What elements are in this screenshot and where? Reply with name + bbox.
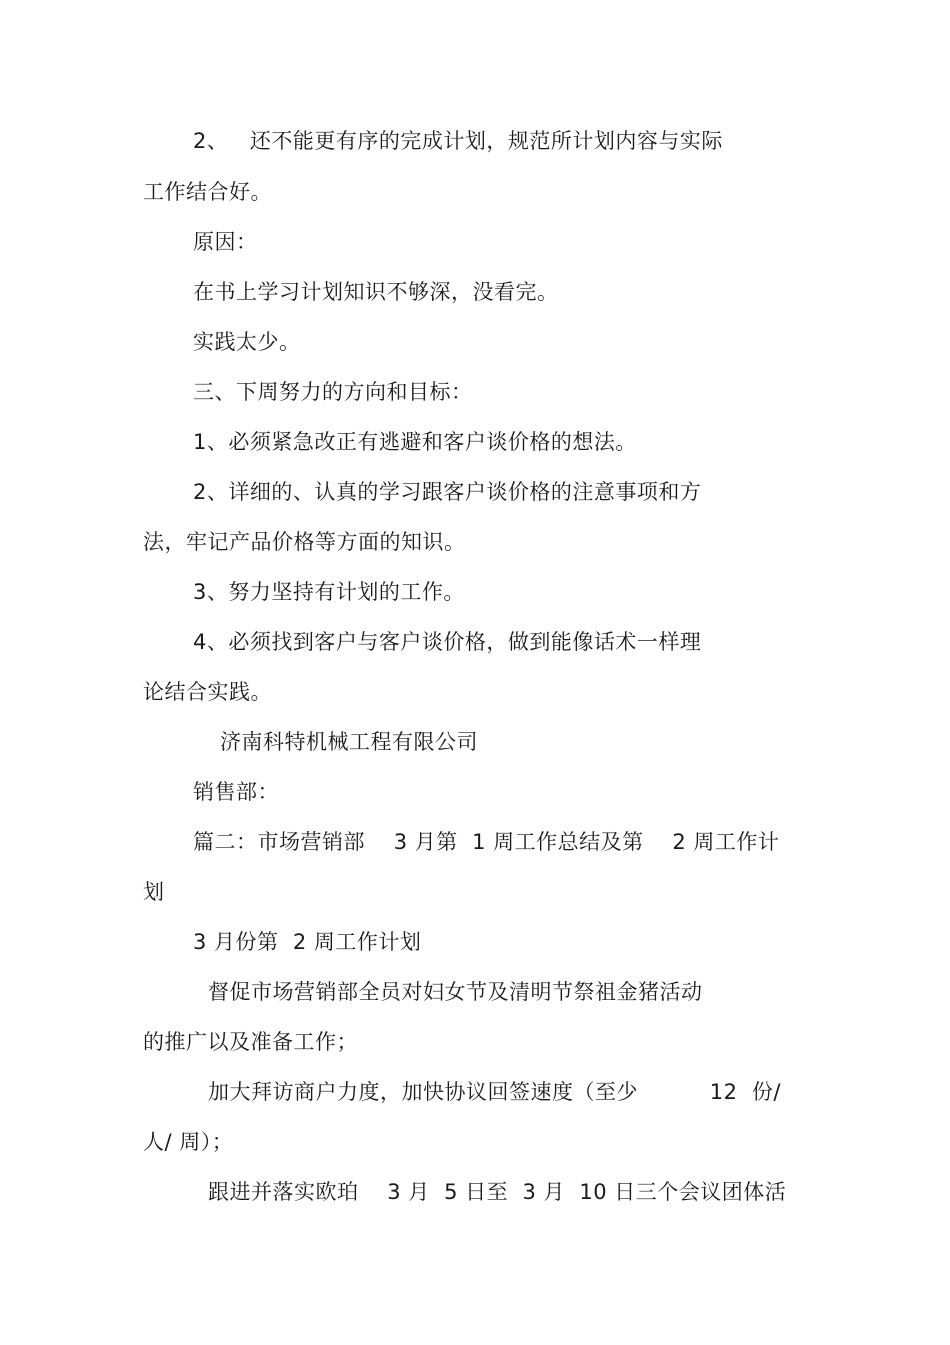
department-name: 销售部： (193, 780, 279, 804)
text-line: 人/ 周）； (143, 1130, 234, 1154)
text-line: 2、 还不能更有序的完成计划，规范所计划内容与实际 (193, 129, 723, 153)
company-name: 济南科特机械工程有限公司 (220, 730, 478, 754)
text-line: 法，牢记产品价格等方面的知识。 (143, 530, 466, 554)
text-line: 的推广以及准备工作； (143, 1030, 358, 1054)
text-line: 2、详细的、认真的学习跟客户谈价格的注意事项和方 (193, 480, 702, 504)
section-heading: 篇二：市场营销部 3 月第 1 周工作总结及第 2 周工作计 (193, 830, 780, 854)
text-line: 实践太少。 (193, 330, 301, 354)
text-line: 在书上学习计划知识不够深，没看完。 (193, 280, 559, 304)
text-line: 督促市场营销部全员对妇女节及清明节祭祖金猪活动 (208, 980, 703, 1004)
subheading: 3 月份第 2 周工作计划 (193, 930, 422, 954)
text-line: 4、必须找到客户与客户谈价格，做到能像话术一样理 (193, 630, 702, 654)
section-heading: 三、下周努力的方向和目标： (193, 380, 473, 404)
text-line: 划 (143, 880, 165, 904)
text-line: 工作结合好。 (143, 180, 272, 204)
text-line: 论结合实践。 (143, 680, 272, 704)
text-line: 3、努力坚持有计划的工作。 (193, 580, 465, 604)
text-line: 1、必须紧急改正有逃避和客户谈价格的想法。 (193, 430, 637, 454)
text-line: 加大拜访商户力度，加快协议回签速度（至少 12 份/ (208, 1080, 781, 1104)
text-line: 跟进并落实欧珀 3 月 5 日至 3 月 10 日三个会议团体活 (208, 1180, 787, 1204)
text-line: 原因： (193, 230, 258, 254)
